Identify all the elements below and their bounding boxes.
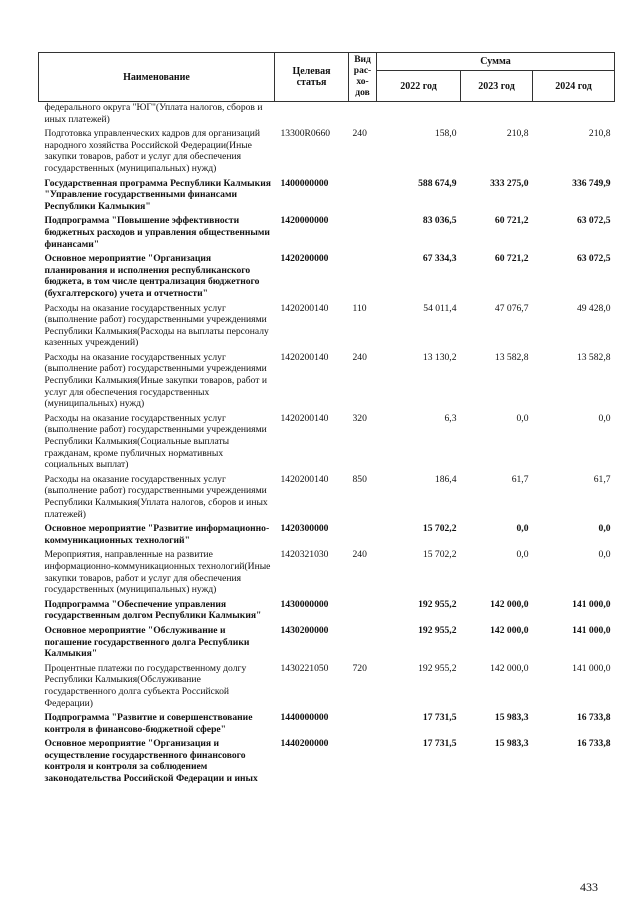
row-name: Подпрограмма "Обеспечение управления государственным долгом Республики Калмыкия" — [44, 598, 262, 622]
row-value-2022: 17 731,5 — [422, 738, 457, 750]
row-name: федерального округа "ЮГ"(Уплата налогов, сборов и иных платежей) — [44, 102, 263, 125]
table-row — [39, 253, 615, 302]
table-row — [39, 215, 615, 253]
row-vid: 720 — [352, 662, 367, 674]
row-code: 1420300000 — [280, 523, 329, 535]
row-value-2022: 17 731,5 — [422, 712, 457, 724]
row-value-2023: 60 721,2 — [494, 253, 529, 265]
table-row — [39, 178, 615, 216]
row-vid: 850 — [352, 473, 367, 485]
row-name: Процентные платежи по государственному долгу Республики Калмыкия(Обслуживание государственного долга субъекта Российской Федерации) — [44, 662, 247, 709]
row-value-2023: 142 000,0 — [490, 662, 529, 674]
table-row — [39, 352, 615, 413]
row-value-2024: 0,0 — [598, 523, 611, 535]
row-vid — [349, 253, 377, 302]
table-row — [39, 413, 615, 474]
table-row — [39, 625, 615, 663]
row-value-2024: 336 749,9 — [572, 177, 611, 189]
table-row — [39, 303, 615, 352]
row-value-2023: 13 582,8 — [494, 351, 529, 363]
row-value-2024: 63 072,5 — [576, 253, 611, 265]
row-vid: 240 — [352, 549, 367, 561]
row-value-2023: 142 000,0 — [490, 598, 529, 610]
row-value-2022: 13 130,2 — [422, 351, 457, 363]
row-value-2023: 333 275,0 — [490, 177, 529, 189]
row-value-2023: 142 000,0 — [490, 624, 529, 636]
table-row — [39, 523, 615, 549]
table-row — [39, 102, 615, 129]
row-name: Расходы на оказание государственных услуг (выполнение работ) государственными учреждениями Республики Калмыкия(Расходы на выплаты персоналу казенных учреждений) — [44, 302, 269, 349]
row-code: 1420200140 — [280, 473, 329, 485]
row-value-2023: 0,0 — [516, 412, 529, 424]
header-target-article: Целевая статья — [275, 53, 349, 102]
header-year-2022: 2022 год — [377, 71, 461, 102]
budget-table-sheet — [38, 52, 614, 785]
row-value-2022: 588 674,9 — [418, 177, 457, 189]
row-vid — [349, 102, 377, 129]
row-code: 1420000000 — [280, 215, 329, 227]
row-name: Расходы на оказание государственных услуг (выполнение работ) государственными учреждениями Республики Калмыкия(Иные закупки товаров, работ и услуг для обеспечения государственных (муниципальных) нужд) — [44, 351, 267, 410]
row-value-2024: 0,0 — [598, 412, 611, 424]
row-vid: 320 — [352, 412, 367, 424]
row-code: 1400000000 — [280, 177, 329, 189]
row-code: 1420200140 — [280, 302, 329, 314]
row-value-2022: 6,3 — [444, 412, 457, 424]
row-value-2024: 16 733,8 — [576, 738, 611, 750]
header-expense-type: Вид рас- хо- дов — [349, 53, 377, 102]
table-row — [39, 712, 615, 738]
table-row — [39, 128, 615, 177]
row-value-2024: 13 582,8 — [576, 351, 611, 363]
row-value-2022: 192 955,2 — [418, 598, 457, 610]
row-value-2023: 47 076,7 — [494, 302, 529, 314]
row-value-2023: 61,7 — [511, 473, 529, 485]
table-row — [39, 549, 615, 598]
row-name: Подпрограмма "Повышение эффективности бюджетных расходов и управления общественными финансами" — [44, 215, 270, 250]
row-vid — [349, 625, 377, 663]
header-sum: Сумма — [377, 53, 615, 71]
row-value-2023: 15 983,3 — [494, 712, 529, 724]
row-value-2022: 192 955,2 — [418, 662, 457, 674]
header-year-2023: 2023 год — [461, 71, 533, 102]
table-row — [39, 663, 615, 712]
row-name: Основное мероприятие "Организация и осуществление государственного финансового контроля и контроля за соблюдением законодательства Российской Федерации и иных — [44, 738, 258, 785]
row-value-2023: 210,8 — [506, 128, 529, 140]
row-value-2022: 54 011,4 — [423, 302, 457, 314]
budget-table — [38, 52, 615, 785]
row-code: 1440200000 — [280, 738, 329, 750]
row-value-2022: 15 702,2 — [422, 549, 457, 561]
row-code: 1430221050 — [280, 662, 329, 674]
row-code: 1440000000 — [280, 712, 329, 724]
row-name: Основное мероприятие "Организация планирования и исполнения республиканского бюджета, в том числе централизация бюджетного (бухгалтерского) учета и отчетности" — [44, 253, 260, 299]
row-vid: 110 — [352, 302, 367, 314]
row-code: 1430200000 — [280, 624, 329, 636]
row-code: 13300R0660 — [280, 128, 331, 140]
row-vid — [349, 738, 377, 784]
row-value-2022: 83 036,5 — [422, 215, 457, 227]
row-code: 1420321030 — [280, 549, 329, 561]
row-code — [275, 102, 349, 129]
row-code: 1430000000 — [280, 598, 329, 610]
row-name: Расходы на оказание государственных услуг (выполнение работ) государственными учреждениями Республики Калмыкия(Социальные выплаты гражданам, кроме публичных нормативных социальных выплат) — [44, 412, 267, 471]
row-vid — [349, 599, 377, 625]
row-name: Основное мероприятие "Обслуживание и погашение государственного долга Республики Калмыкия" — [44, 624, 250, 660]
row-name: Основное мероприятие "Развитие информационно-коммуникационных технологий" — [44, 523, 270, 546]
row-vid — [349, 523, 377, 549]
row-value-2022: 158,0 — [434, 128, 457, 140]
row-name: Расходы на оказание государственных услуг (выполнение работ) государственными учреждениями Республики Калмыкия(Уплата налогов, сборов и иных платежей) — [44, 473, 268, 520]
row-value-2023: 0,0 — [516, 523, 529, 535]
row-value-2024: 141 000,0 — [572, 624, 611, 636]
row-vid: 240 — [352, 128, 367, 140]
row-value-2022: 67 334,3 — [422, 253, 457, 265]
row-value-2024: 210,8 — [588, 128, 611, 140]
row-value-2024: 141 000,0 — [572, 598, 611, 610]
table-row — [39, 474, 615, 523]
row-value-2022: 15 702,2 — [422, 523, 457, 535]
row-value-2022 — [377, 102, 461, 129]
header-year-2024: 2024 год — [533, 71, 615, 102]
row-value-2023: 60 721,2 — [494, 215, 529, 227]
row-name: Подготовка управленческих кадров для организаций народного хозяйства Российской Федерации(Иные закупки товаров, работ и услуг для обеспечения государственных (муниципальных) нужд) — [44, 128, 261, 174]
page-number: 433 — [580, 880, 598, 894]
row-code: 1420200140 — [280, 351, 329, 363]
row-vid — [349, 215, 377, 253]
row-value-2024: 61,7 — [593, 473, 611, 485]
row-name: Мероприятия, направленные на развитие информационно-коммуникационных технологий(Иные закупки товаров, работ и услуг для обеспечения государственных (муниципальных) нужд) — [44, 549, 271, 596]
row-name: Государственная программа Республики Калмыкия "Управление государственными финансами Республики Калмыкия" — [44, 177, 271, 212]
row-value-2024: 16 733,8 — [576, 712, 611, 724]
row-value-2024: 49 428,0 — [576, 302, 611, 314]
row-code: 1420200000 — [280, 253, 329, 265]
table-row — [39, 738, 615, 784]
row-value-2023: 0,0 — [516, 549, 529, 561]
row-vid — [349, 178, 377, 216]
row-value-2024: 141 000,0 — [572, 662, 611, 674]
table-row — [39, 599, 615, 625]
row-value-2022: 192 955,2 — [418, 624, 457, 636]
row-value-2024: 63 072,5 — [576, 215, 611, 227]
header-name: Наименование — [39, 53, 275, 102]
row-name: Подпрограмма "Развитие и совершенствование контроля в финансово-бюджетной сфере" — [44, 712, 253, 735]
row-value-2024: 0,0 — [598, 549, 611, 561]
row-value-2023 — [461, 102, 533, 129]
row-vid — [349, 712, 377, 738]
row-vid: 240 — [352, 351, 367, 363]
row-value-2023: 15 983,3 — [494, 738, 529, 750]
row-code: 1420200140 — [280, 412, 329, 424]
row-value-2024 — [533, 102, 615, 129]
row-value-2022: 186,4 — [434, 473, 457, 485]
